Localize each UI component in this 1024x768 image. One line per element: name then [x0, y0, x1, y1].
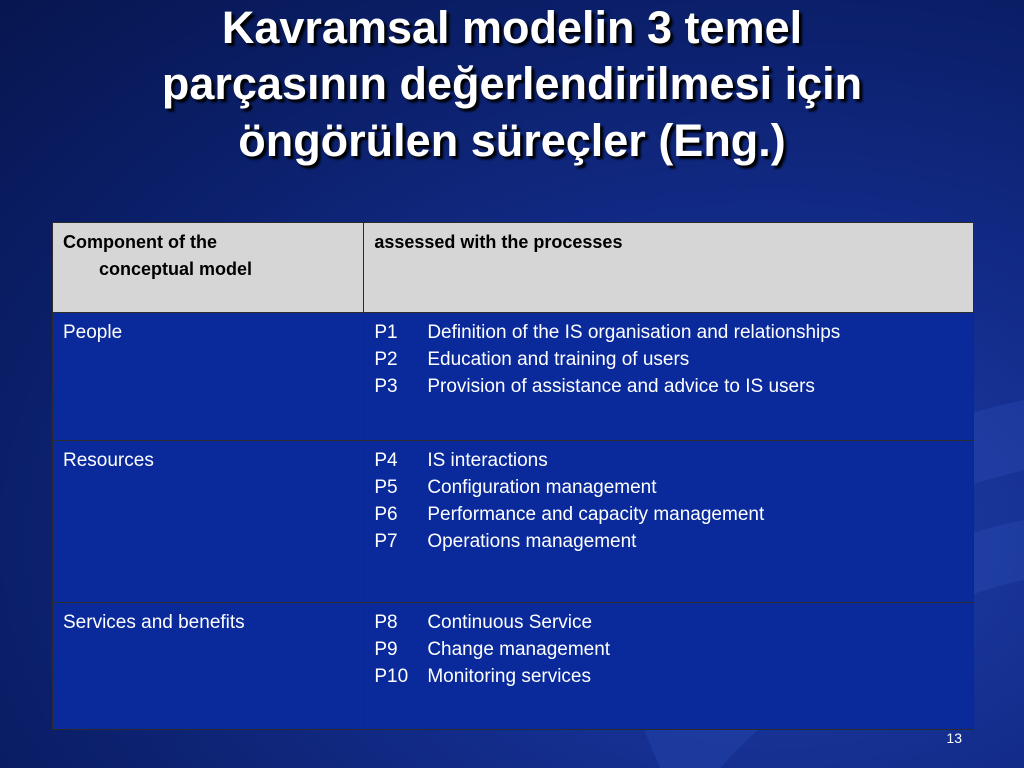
process-name: Performance and capacity management	[427, 504, 765, 525]
process-code: P7	[374, 531, 398, 552]
process-item	[374, 501, 963, 528]
process-table	[52, 222, 974, 730]
slide-title	[20, 0, 1004, 169]
component-cell: Services and benefits	[53, 603, 364, 730]
process-item	[374, 447, 963, 474]
component-cell: Resources	[53, 441, 364, 603]
title-line-2: parçasının değerlendirilmesi için	[161, 58, 863, 110]
process-name: Provision of assistance and advice to IS users	[427, 376, 815, 397]
header-component-line1: Component of the	[63, 232, 217, 252]
table-row	[53, 603, 974, 730]
process-code: P2	[374, 349, 398, 370]
process-item	[374, 609, 963, 636]
process-name: Education and training of users	[427, 349, 690, 370]
process-item	[374, 474, 963, 501]
table-row	[53, 441, 974, 603]
page-number: 13	[946, 730, 962, 746]
process-name: Definition of the IS organisation and relationships	[427, 322, 841, 343]
process-item	[374, 528, 963, 555]
process-code: P10	[374, 666, 409, 687]
process-name: Continuous Service	[427, 612, 593, 633]
process-code: P8	[374, 612, 398, 633]
process-code: P4	[374, 450, 398, 471]
process-code: P6	[374, 504, 398, 525]
process-name: IS interactions	[427, 450, 548, 471]
header-processes: assessed with the processes	[364, 223, 974, 313]
process-name: Operations management	[427, 531, 637, 552]
process-item	[374, 319, 963, 346]
table-row	[53, 313, 974, 441]
process-item	[374, 663, 963, 690]
process-code: P1	[374, 322, 398, 343]
process-code: P5	[374, 477, 398, 498]
process-item	[374, 373, 963, 400]
process-item	[374, 636, 963, 663]
process-item	[374, 346, 963, 373]
processes-cell	[364, 441, 974, 603]
process-name: Configuration management	[427, 477, 657, 498]
processes-cell	[364, 603, 974, 730]
processes-cell	[364, 313, 974, 441]
process-code: P3	[374, 376, 398, 397]
process-name: Change management	[427, 639, 611, 660]
header-component-line2: conceptual model	[99, 259, 253, 279]
header-component	[53, 223, 364, 313]
component-cell: People	[53, 313, 364, 441]
title-line-3: öngörülen süreçler (Eng.)	[238, 114, 786, 166]
process-code: P9	[374, 639, 398, 660]
process-name: Monitoring services	[427, 666, 591, 687]
title-line-1: Kavramsal modelin 3 temel	[221, 2, 803, 53]
table-header-row	[53, 223, 974, 313]
